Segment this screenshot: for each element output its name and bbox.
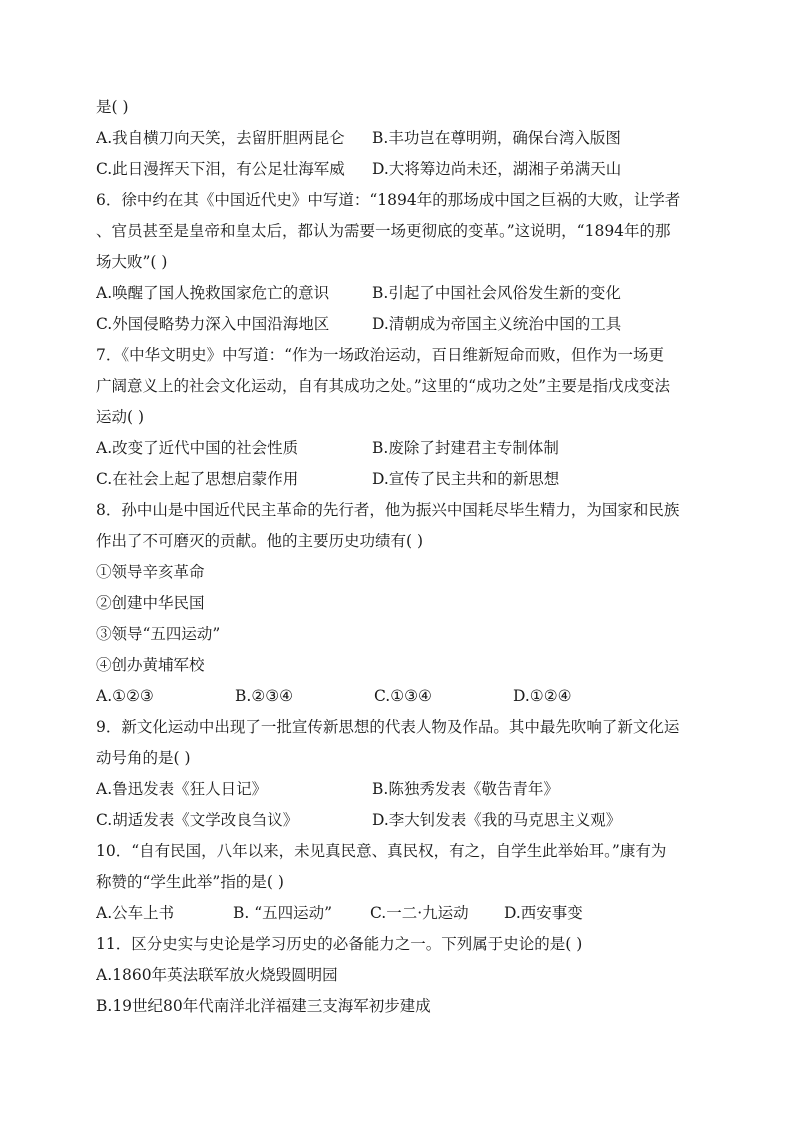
- q7-stem-line-1: 7．《中华文明史》中写道：“作为一场政治运动，百日维新短命而败，但作为一场更: [96, 346, 665, 364]
- q8-stem-line-2: 作出了不可磨灭的贡献。他的主要历史功绩有( ): [96, 532, 424, 550]
- q7-option-d[interactable]: D.宣传了民主共和的新思想: [372, 470, 560, 488]
- q6-stem-line-3: 场大败”( ): [96, 253, 168, 271]
- q8-item-4: ④创办黄埔军校: [96, 656, 205, 674]
- q8-item-3: ③领导“五四运动”: [96, 625, 221, 643]
- q10-option-c[interactable]: C.一二·九运动: [370, 904, 469, 922]
- q5-options-row-2: [96, 154, 704, 185]
- q7-option-b[interactable]: B.废除了封建君主专制体制: [372, 439, 559, 457]
- q8-option-c[interactable]: C.①③④: [374, 687, 432, 705]
- q9-options-row-2: [96, 805, 704, 836]
- q6-option-a[interactable]: A.唤醒了国人挽救国家危亡的意识: [96, 284, 330, 302]
- q5-option-c[interactable]: C.此日漫挥天下泪，有公足壮海军威: [96, 160, 345, 178]
- q5-options-row-1: [96, 123, 704, 154]
- q10-option-d[interactable]: D.西安事变: [504, 904, 583, 922]
- q8-stem-line-1: 8．孙中山是中国近代民主革命的先行者，他为振兴中国耗尽毕生精力，为国家和民族: [96, 501, 680, 519]
- q9-option-c[interactable]: C.胡适发表《文学改良刍议》: [96, 811, 299, 829]
- q5-option-b[interactable]: B.丰功岂在尊明朔，确保台湾入版图: [372, 129, 621, 147]
- q5-option-d[interactable]: D.大将筹边尚未还，湖湘子弟满天山: [372, 160, 622, 178]
- q6-option-c[interactable]: C.外国侵略势力深入中国沿海地区: [96, 315, 330, 333]
- q8-option-a[interactable]: A.①②③: [96, 687, 154, 705]
- q7-option-a[interactable]: A.改变了近代中国的社会性质: [96, 439, 299, 457]
- q6-stem-line-2: 、官员甚至是皇帝和皇太后，都认为需要一场更彻底的变革。”这说明，“1894年的那: [96, 222, 671, 240]
- q8-option-d[interactable]: D.①②④: [513, 687, 572, 705]
- q7-stem-line-2: 广阔意义上的社会文化运动，自有其成功之处。”这里的“成功之处”主要是指戊戌变法: [96, 377, 671, 395]
- q8-item-1: ①领导辛亥革命: [96, 563, 205, 581]
- q7-options-row-1: [96, 433, 704, 464]
- q6-stem-line-1: 6．徐中约在其《中国近代史》中写道：“1894年的那场成中国之巨祸的大败，让学者: [96, 191, 681, 209]
- q9-option-d[interactable]: D.李大钊发表《我的马克思主义观》: [372, 811, 622, 829]
- q10-stem-line-2: 称赞的“学生此举”指的是( ): [96, 873, 284, 891]
- q10-stem-line-1: 10．“自有民国，八年以来，未见真民意、真民权，有之，自学生此举始耳。”康有为: [96, 842, 667, 860]
- q8-option-b[interactable]: B.②③④: [235, 687, 294, 705]
- q8-item-2: ②创建中华民国: [96, 594, 205, 612]
- q10-option-b[interactable]: B. “五四运动”: [233, 904, 333, 922]
- q6-option-d[interactable]: D.清朝成为帝国主义统治中国的工具: [372, 315, 622, 333]
- q6-options-row-2: [96, 309, 704, 340]
- q7-options-row-2: [96, 464, 704, 495]
- q7-option-c[interactable]: C.在社会上起了思想启蒙作用: [96, 470, 299, 488]
- q9-option-a[interactable]: A.鲁迅发表《狂人日记》: [96, 780, 268, 798]
- q11-option-b[interactable]: B.19世纪80年代南洋北洋福建三支海军初步建成: [96, 997, 431, 1015]
- q9-stem-line-2: 动号角的是( ): [96, 749, 191, 767]
- q11-option-a[interactable]: A.1860年英法联军放火烧毁圆明园: [96, 966, 338, 984]
- q10-option-a[interactable]: A.公车上书: [96, 904, 175, 922]
- q5-stem: 是( ): [96, 98, 129, 116]
- q11-stem-line-1: 11．区分史实与史论是学习历史的必备能力之一。下列属于史论的是( ): [96, 935, 583, 953]
- q7-stem-line-3: 运动( ): [96, 408, 145, 426]
- q9-option-b[interactable]: B.陈独秀发表《敬告青年》: [372, 780, 559, 798]
- q9-stem-line-1: 9．新文化运动中出现了一批宣传新思想的代表人物及作品。其中最先吹响了新文化运: [96, 718, 680, 736]
- q10-options-row: [96, 898, 704, 929]
- q9-options-row-1: [96, 774, 704, 805]
- exam-page: [96, 92, 704, 1022]
- q5-option-a[interactable]: A.我自横刀向天笑，去留肝胆两昆仑: [96, 129, 345, 147]
- q6-options-row-1: [96, 278, 704, 309]
- q8-options-row: [96, 681, 704, 712]
- q6-option-b[interactable]: B.引起了中国社会风俗发生新的变化: [372, 284, 621, 302]
